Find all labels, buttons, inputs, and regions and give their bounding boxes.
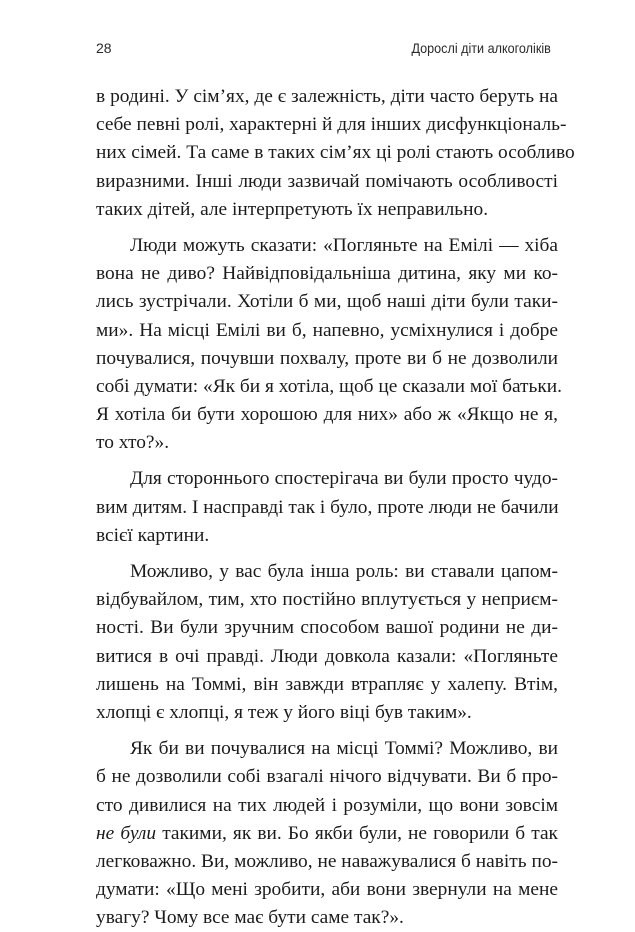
text-line: увагу? Чому все має бути саме так?». [96,907,404,929]
text-line: ності. Ви були зручним способом вашої родини не ди- [96,617,558,639]
text-line: почувалися, почувши похвалу, проте ви б не дозволили [96,347,558,369]
text-line: Для стороннього спостерігача ви були просто чудо- [130,468,558,490]
paragraph-4 [96,558,558,727]
text-line: них сімей. Та саме в таких сім’ях ці ролі стають особливо [96,142,575,164]
text-line: Люди можуть сказати: «Погляньте на Емілі — хіба [130,234,558,256]
text-segment: такими, як ви. Бо якби були, не говорили б так [156,822,558,844]
text-line: всієї картини. [96,524,210,546]
text-line: хлопці є хлопці, я теж у його віці був таким». [96,701,472,723]
text-line: собі думати: «Як би я хотіла, щоб це сказали мої батьки. [96,375,563,397]
page-number: 28 [96,40,112,56]
text-line-with-emphasis [96,820,558,848]
paragraph-3 [96,465,558,550]
running-title: Дорослі діти алкоголіків [411,40,551,56]
text-line: Можливо, у вас була інша роль: ви ставали цапом- [130,561,558,582]
text-line: в родині. У сім’ях, де є залежність, діти часто беруть на [96,86,558,107]
paragraph-1 [96,83,575,224]
paragraph-2 [96,232,563,458]
text-line: сто дивилися на тих людей і розуміли, що вони зовсім [96,794,558,816]
text-line: Як би ви почувалися на місці Томмі? Можливо, ви [130,738,558,760]
text-line: таких дітей, але інтерпретують їх неправильно. [96,198,489,220]
emphasis-text: не були [96,822,157,844]
body-text [96,83,575,932]
text-line: лишень на Томмі, він завжди втрапляє у халепу. Втім, [96,673,558,695]
text-line: то хто?». [96,432,170,454]
text-line: виразними. Інші люди зазвичай помічають особливості [96,170,558,192]
text-line: Я хотіла би бути хорошою для них» або ж «Якщо не я, [96,404,558,426]
paragraph-5 [96,735,558,932]
text-line: б не дозволили собі взагалі нічого відчувати. Ви б про- [96,766,558,788]
text-line: вим дитям. І насправді так і було, проте люди не бачили [96,496,559,518]
running-header [96,40,551,56]
text-line: себе певні ролі, характерні й для інших дисфункціональ- [96,114,567,136]
text-line: лись зустрічали. Хотіли б ми, щоб наші діти були таки- [96,291,558,313]
text-line: ми». На місці Емілі ви б, напевно, усміхнулися і добре [96,319,558,341]
text-line: легковажно. Ви, можливо, не наважувалися б навіть по- [96,850,558,872]
text-line: вона не диво? Найвідповідальніша дитина, яку ми ко- [96,263,558,285]
text-line: думати: «Що мені зробити, аби вони звернули на мене [96,879,558,901]
text-line: витися в очі правді. Люди довкола казали: «Погляньте [96,645,558,667]
text-line: відбувайлом, тим, хто постійно вплутується у неприєм- [96,589,558,611]
